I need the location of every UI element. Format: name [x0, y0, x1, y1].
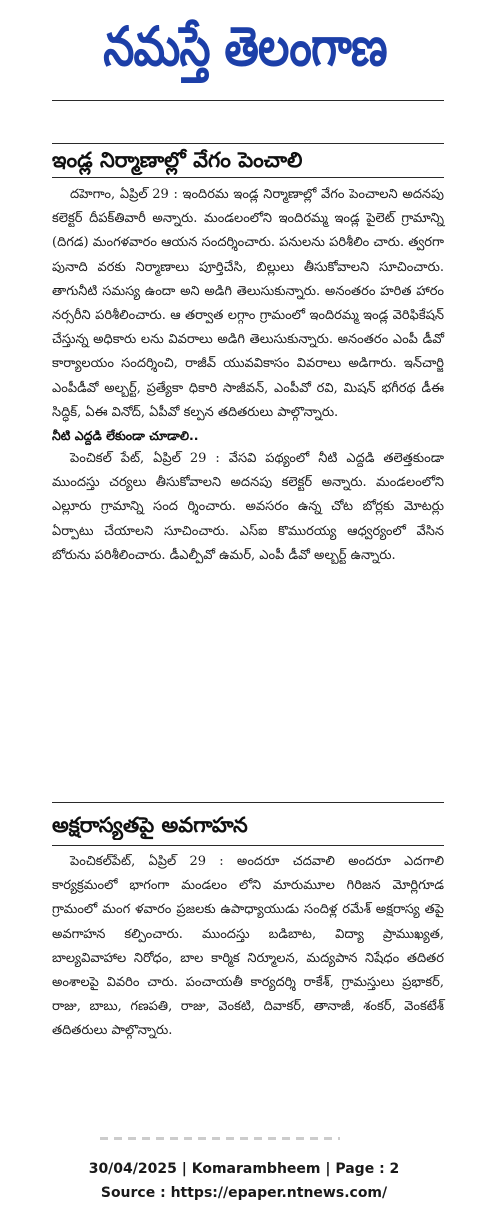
article-2: [52, 810, 444, 840]
article-2-headline-rule: [52, 845, 444, 846]
footer-date-edition: 30/04/2025 | Komarambheem | Page : 2: [88, 1161, 400, 1177]
footer-source-link[interactable]: Source : https://epaper.ntnews.com/: [100, 1185, 388, 1201]
article-divider: [52, 802, 444, 803]
article-1-paragraph-1: దహెగాం, ఏప్రిల్ 29 : ఇందిరమ ఇండ్ల నిర్మాణాల్లో వేగం పెంచాలని అదనపు కలెక్టర్ దీపక్‌తివారీ అన్నారు. మండలంలోని ఇందిరమ్మ ఇండ్ల పైలెట్ గ్రామాన్ని (దిగడ) మంగళవారం ఆయన సందర్శించారు. పనులను పరిశీలిం చారు. త్వరగా పునాది వరకు నిర్మాణాలు పూర్తిచేసి, బిల్లులు తీసుకోవాలని సూచించారు. తాగునీటి సమస్య ఉందా అని అడిగి తెలుసుకున్నారు. అనంతరం హరిత హారం నర్సరీని పరిశీలించారు. ఆ తర్వాత లగ్గాం గ్రామంలో ఇందిరమ్మ ఇండ్ల వెరిఫికేషన్ చేస్తున్న అధికారు లను వివరాలు అడిగి తెలుసుకున్నారు. అనంతరం ఎంపీ డీవో కార్యాలయం సందర్శించి, రాజీవ్ యువవికాసం వివరాలు అడిగారు. ఇన్‌చార్జి ఎంపీడీవో అల్బర్ట్, ప్రత్యేకా ధికారి సాజీవన్, ఎంపీవో రవి, మిషన్ భగీరథ డీఈ సిద్ధిక్, ఏఈ వినోద్, ఏపీవో కల్పన తదితరులు పాల్గొన్నారు.: [52, 187, 444, 420]
article-2-body: [52, 850, 444, 1044]
article-1-paragraph-2: పెంచికల్ పేట్, ఏప్రిల్ 29 : వేసవి పథ్యంలో నీటి ఎద్దడి తలెత్తకుండా ముందస్తు చర్యలు తీసుకోవాలని అదనపు కలెక్టర్ అన్నారు. మండలంలోని ఎల్లూరు గ్రామాన్ని సంద ర్శించారు. అవసరం ఉన్న చోట బోర్లకు మోటర్లు ఏర్పాటు చేయాలని సూచించారు. ఎస్ఐ కొమురయ్య ఆధ్వర్యంలో వేసిన బోరును పరిశీలించారు. డీఎల్పీవో ఉమర్, ఎంపీ డీవో అల్బర్ట్ ఉన్నారు.: [52, 451, 444, 563]
newspaper-logo: నమస్తే తెలంగాణ: [103, 15, 387, 78]
article-1-headline: ఇండ్ల నిర్మాణాల్లో వేగం పెంచాలి: [52, 148, 303, 172]
top-divider: [52, 100, 444, 101]
headline-rule-bottom: [52, 177, 444, 178]
clipping-edge: [100, 1137, 340, 1140]
article-2-paragraph-1: పెంచికల్‌పేట్, ఏప్రిల్ 29 : అందరూ చదవాలి అందరూ ఎదగాలి కార్యక్రమంలో భాగంగా మండలం లోని మారుమూల గిరిజన మోర్లిగూడ గ్రామంలో మంగ ళవారం ప్రజలకు ఉపాధ్యాయుడు సందిళ్ల రమేశ్ అక్షరాస్య తపై అవగాహన కల్పించారు. ముందస్తు బడిబాట, విద్యా ప్రాముఖ్యత, బాల్యవివాహాల నిరోధం, బాల కార్మిక నిర్మూలన, మద్యపాన నిషేధం తదితర అంశాలపై వివరిం చారు. పంచాయతీ కార్యదర్శి రాకేశ్, గ్రామస్తులు ప్రభాకర్, రాజు, బాబు, గణపతి, రాజు, వెంకటి, దివాకర్, తానాజీ, శంకర్, వెంకటేశ్ తదితరులు పాల్గొన్నారు.: [52, 854, 444, 1039]
article-1: [52, 145, 444, 175]
article-1-subhead: నీటి ఎద్దడి లేకుండా చూడాలి..: [52, 428, 199, 444]
article-2-headline: అక్షరాస్యతపై అవగాహన: [52, 813, 248, 837]
headline-rule-top: [52, 143, 444, 144]
masthead: [0, 0, 488, 100]
article-1-body: [52, 183, 444, 568]
